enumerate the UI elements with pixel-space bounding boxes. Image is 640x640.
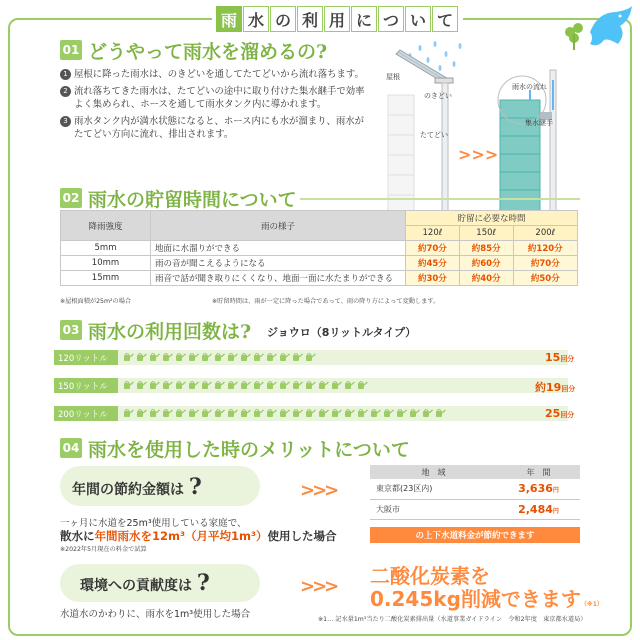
count-number: 19 [546,381,562,394]
table-note: ※貯留時間は、雨が一定に降った場合であって、雨の降り方によって変動します。 [212,298,440,305]
col-header: 120ℓ [406,226,460,241]
page-title [212,6,463,32]
table-row [370,499,580,519]
watering-can-icon [135,408,147,419]
watering-can-icon [213,380,225,391]
table-row [61,271,578,286]
watering-can-icon [148,352,160,363]
watering-can-icon [330,408,342,419]
col-header: 200ℓ [513,226,577,241]
svg-text:>>>: >>> [458,145,499,164]
watering-can-icon [252,408,264,419]
yen-value: 2,484 [518,502,553,516]
cell: 5mm [61,241,151,256]
watering-can-icon [161,380,173,391]
col-header: 降雨強度 [61,211,151,241]
watering-can-icon [265,408,277,419]
row-label: 150リットル [54,378,118,393]
rain-tank-diagram [380,40,580,215]
cell: 約60分 [459,256,513,271]
usage-count [545,351,574,364]
watering-can-icons [122,408,447,419]
watering-can-icon [187,408,199,419]
question-mark: ? [188,474,202,500]
count-number: 25 [545,407,561,420]
watering-can-icon [174,352,186,363]
count-unit: 回分 [561,385,576,393]
count-number: 15 [545,351,561,364]
step-number: 1 [60,69,71,80]
watering-can-icon [278,408,290,419]
watering-can-icons [122,352,317,363]
storage-time-table [60,210,578,286]
cell: 15mm [61,271,151,286]
watering-can-icon [304,408,316,419]
co2-line2: 0.245kg削減できます [370,587,581,611]
col-header: 150ℓ [459,226,513,241]
title-char: 利 [297,6,323,32]
yen-unit: 円 [552,487,559,495]
watering-can-icon [356,380,368,391]
cell: 約120分 [513,241,577,256]
label-rain-flow: 雨水の流れ [512,83,547,91]
col-header: 地 域 [370,465,497,479]
watering-can-icon [369,408,381,419]
cell: 10mm [61,256,151,271]
watering-can-icon [213,352,225,363]
date-note: ※2022年5月現在の料金で試算 [60,546,147,553]
watering-can-icon [291,380,303,391]
cell: 約45分 [406,256,460,271]
label-collector: 集水継手 [525,119,553,127]
title-char: つ [378,6,404,32]
count-prefix: 約 [535,381,546,394]
table-row [61,241,578,256]
watering-can-icon [226,380,238,391]
title-char: 用 [324,6,350,32]
cell: 雨音で話が聞き取りにくくなり、地面一面に水たまりができる [151,271,406,286]
section-number: 03 [60,320,82,340]
cell-area: 東京都(23区内) [370,479,497,499]
watering-can-icon [135,380,147,391]
table-row [61,256,578,271]
yen-unit: 円 [552,507,559,515]
watering-can-icon [122,380,134,391]
co2-reduction [370,565,603,616]
highlight-pre: 散水に [60,529,95,543]
watering-can-icon [356,408,368,419]
watering-can-icon [265,352,277,363]
title-char: 雨 [216,6,242,32]
watering-can-icon [161,352,173,363]
title-char: の [270,6,296,32]
environment-heading-text: 環境への貢献度は [80,578,192,594]
watering-can-icon [291,352,303,363]
watering-can-icon [135,352,147,363]
cell: 約50分 [513,271,577,286]
table-row [370,479,580,499]
cell: 約85分 [459,241,513,256]
cell: 雨の音が聞こえるようになる [151,256,406,271]
co2-line2-wrap [370,588,603,616]
watering-can-icon [213,408,225,419]
section-number: 01 [60,40,82,60]
col-header: 貯留に必要な時間 [406,211,578,226]
watering-can-icon [200,408,212,419]
watering-can-icon [239,352,251,363]
environment-heading [80,570,210,596]
watering-can-icon [343,380,355,391]
watering-can-icon [239,380,251,391]
watering-can-icon [226,352,238,363]
row-label: 200リットル [54,406,118,421]
list-item [60,115,370,141]
watering-can-icons [122,380,369,391]
cell: 約40分 [459,271,513,286]
savings-heading-text: 年間の節約金額は [72,482,184,498]
watering-can-icon [148,408,160,419]
count-unit: 回分 [560,411,575,419]
section-title: 雨水の貯留時間について [88,189,297,211]
section-number: 02 [60,188,82,208]
usage-count [535,379,575,395]
section-divider [300,198,580,200]
watering-can-icon [174,408,186,419]
title-char: 水 [243,6,269,32]
watering-can-icon [148,380,160,391]
co2-line1: 二酸化炭素を [370,564,490,588]
list-item [60,68,370,81]
label-downpipe: たてどい [420,131,448,139]
watering-can-icon [252,380,264,391]
col-header: 雨の様子 [151,211,406,241]
footnote: ※1… 記水量1m³当たり二酸化炭素排出量（水道事業ガイドライン 令和2年度 東京都水道局） [318,616,587,623]
watering-can-icon [395,408,407,419]
watering-can-icon [226,408,238,419]
co2-mark: （※1） [580,601,603,608]
step-number: 2 [60,86,71,97]
scenario-text: 一ヶ月に水道を25m³使用している家庭で、 [60,518,247,529]
watering-can-icon [421,408,433,419]
watering-can-icon [278,352,290,363]
watering-can-icon [291,408,303,419]
highlight-amount: 年間雨水を12m³（月平均1m³） [94,529,268,543]
title-char: て [432,6,458,32]
watering-can-icon [304,380,316,391]
cell: 約70分 [406,241,460,256]
cell-yen [497,499,580,519]
title-char: に [351,6,377,32]
watering-can-icon [122,408,134,419]
cell: 地面に水溜りができる [151,241,406,256]
watering-can-icon [265,380,277,391]
arrow-chevrons-icon: >>> [300,480,337,501]
savings-heading [72,474,202,500]
steps-list [60,68,370,145]
title-char: い [405,6,431,32]
list-item [60,85,370,111]
step-text: 雨水タンク内が満水状態になると、ホース内にも水が溜まり、雨水がたてどい方向に流れ、排出されます。 [74,116,364,140]
watering-can-icon [434,408,446,419]
watering-can-icon [174,380,186,391]
watering-can-icon [187,380,199,391]
watering-can-icon [200,352,212,363]
section-title: どうやって雨水を溜めるの? [88,41,328,63]
watering-can-icon [161,408,173,419]
cell: 約30分 [406,271,460,286]
col-header: 年 間 [497,465,580,479]
environment-text: 水道水のかわりに、雨水を1m³使用した場合 [60,609,251,620]
scenario-highlight [60,528,337,544]
arrow-chevrons-icon: >>> [300,576,337,597]
watering-can-icon [317,380,329,391]
watering-can-icon [382,408,394,419]
step-text: 流れ落ちてきた雨水は、たてどいの途中に取り付けた集水継手で効率よく集められ、ホースを通して雨水タンク内に導かれます。 [74,86,365,110]
watering-can-icon [187,352,199,363]
cell-area: 大阪市 [370,499,497,519]
step-number: 3 [60,116,71,127]
savings-banner: の上下水道料金が節約できます [370,527,580,543]
watering-can-icon [252,352,264,363]
table-note: ※屋根面積が25m²の場合 [60,298,132,305]
section-title: 雨水の利用回数は? [88,321,252,343]
section-number: 04 [60,438,82,458]
highlight-post: 使用した場合 [267,529,337,543]
question-mark: ? [196,570,210,596]
cell: 約70分 [513,256,577,271]
watering-can-icon [408,408,420,419]
label-eaves-gutter: のきどい [424,92,452,100]
section-title: 雨水を使用した時のメリットについて [88,439,410,461]
step-text: 屋根に降った雨水は、のきどいを通してたてどいから流れ落ちます。 [74,69,364,80]
watering-can-icon [200,380,212,391]
section-subtitle: ジョウロ（8リットルタイプ） [267,326,417,339]
yen-value: 3,636 [518,482,553,496]
row-label: 120リットル [54,350,118,365]
count-unit: 回分 [560,355,575,363]
cost-table [370,465,580,520]
watering-can-icon [304,352,316,363]
watering-can-icon [343,408,355,419]
watering-can-icon [122,352,134,363]
cell-yen [497,479,580,499]
usage-count [545,407,574,420]
watering-can-icon [239,408,251,419]
watering-can-icon [278,380,290,391]
label-roof: 屋根 [386,73,400,81]
watering-can-icon [330,380,342,391]
watering-can-icon [317,408,329,419]
